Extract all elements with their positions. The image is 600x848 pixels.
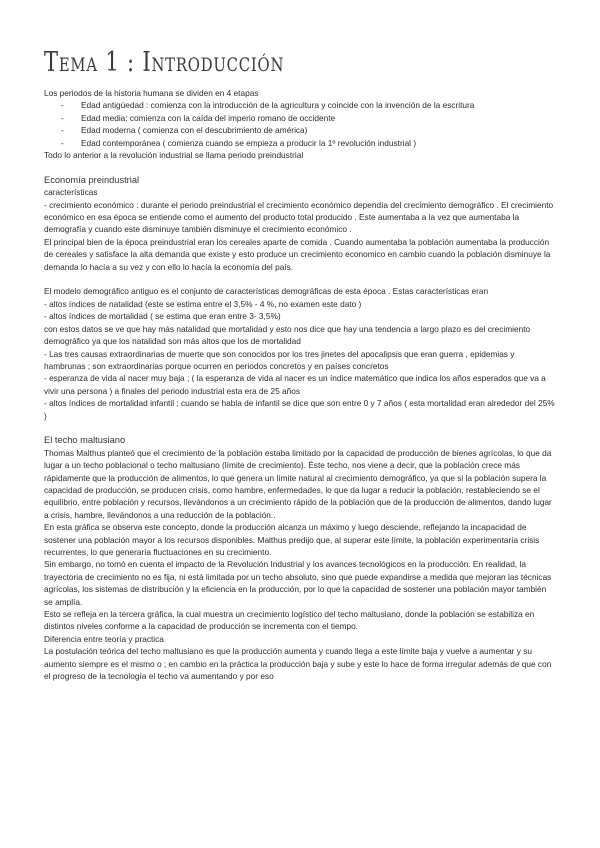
list-dash: - [61,137,64,148]
periods-list [44,99,556,149]
list-item [44,99,556,111]
period-text: Edad contemporánea ( comienza cuando se empieza a producir la 1º revolución industrial ) [81,137,417,148]
spacer [44,161,556,173]
list-dash: - [61,100,64,111]
paragraph: Esto se refleja en la tercera gráfica, la cual muestra un crecimiento logístico del techo maltusiano, donde la población se estabiliza en distintos niveles conforme a la capacidad de producción se incrementa con el tiempo. [44,609,535,632]
paragraph: - Las tres causas extraordinarias de muerte que son conocidos por los tres jinetes del apocalipsis que eran guerra , epidemias y hambrunas ; son extraordinarias porque ocurren en periodos concretos y en países concretos [44,348,515,371]
paragraph: - altos índices de mortalidad ( se estima que eran entre 3- 3,5%) [44,311,281,322]
list-item [44,112,556,124]
paragraph: El modelo demográfico antiguo es el conjunto de características demográficas de esta época . Estas características eran [44,286,489,297]
document-body [44,87,556,682]
list-item [44,124,556,136]
list-dash: - [61,125,64,136]
section-subheading: Diferencia entre teoría y practica [44,633,164,644]
paragraph: - esperanza de vida al nacer muy baja ; ( la esperanza de vida al nacer es un índice matemático que indica los años esperados que va a vivir una persona ) a finales del periodo industrial esta era de 25 años [44,373,546,396]
intro-text: Los periodos de la historia humana se dividen en 4 etapas [44,88,259,98]
section-subheading: características [44,187,98,198]
paragraph: El principal bien de la época preindustrial eran los cereales aparte de comida . Cuando aumentaba la población aumentaba la producción de cereales y satisface la alta demanda que existe y esto produce un crecimiento economico en cambio cuando la población disminuye la demanda lo hacía a su vez y con ello lo hacía la economía del país. [44,236,551,272]
section-heading-techo: El techo maltusiano [44,435,126,446]
paragraph: - crecimiento económico : durante el periodo preindustrial el crecimiento económico dependía del crecimiento demográfico . El crecimiento económico en esa época se entiende como el aumento del producto total producido . Este aumentaba a la vez que aumentaba la demografía y cuando este disminuye también disminuye el crecimiento económico . [44,199,554,235]
paragraph: Sin embargo, no tomó en cuenta el impacto de la Revolución Industrial y los avances tecnológicos en la producción. En realidad, la trayectoria de crecimiento no es fija, ni está limitada por un techo absoluto, sino que puede expandirse a medida que mejoran las técnicas agrícolas, los sistemas de distribución y la eficiencia en la producción, por lo que la capacidad de sostener una población mayor también se amplía. [44,559,552,607]
page-title: Tema 1 : Introducción [44,47,285,78]
paragraph: con estos datos se ve que hay más natalidad que mortalidad y esto nos dice que hay una tendencia a largo plazo es del crecimiento demográfico ya que los natalidad son más altos que los de mortalidad [44,323,531,347]
section-heading-economia: Economía preindustrial [44,174,140,185]
intro-closing: Todo lo anterior a la revolución industrial se llama periodo preindustrial [44,150,304,161]
spacer [44,422,556,434]
period-text: Edad antigüedad : comienza con la introducción de la agricultura y coincide con la invención de la escritura [81,100,475,111]
period-text: Edad media: comienza con la caída del imperio romano de occidente [81,112,336,123]
spacer [44,273,556,285]
list-dash: - [61,112,64,123]
list-item [44,137,556,149]
paragraph: En esta gráfica se observa este concepto, donde la producción alcanza un máximo y luego desciende, reflejando la incapacidad de sostener una población mayor a los recursos disponibles. Malthus predijo que, al superar este límite, la población experimentaría crisis recurrentes, lo que generaría fluctuaciones en su crecimiento. [44,522,540,557]
paragraph: - altos índices de natalidad (este se estima entre el 3,5% - 4 %, no examen este dato ) [44,298,362,309]
paragraph: La postulación teórica del techo maltusiano es que la producción aumenta y cuando llega a este límite baja y vuelve a aumentar y su aumento siempre es el mismo o ; en cambio en la práctica la producción baja y sube y este lo hace de forma irregular además de que con el progreso de la tecnología el techo va aumentando y por eso [44,646,552,682]
paragraph: - altos índices de mortalidad infantil ; cuando se habla de infantil se dice que son entre 0 y 7 años ( esta mortalidad eran alrededor del 25% ) [44,398,555,421]
paragraph: Thomas Malthus planteó que el crecimiento de la población estaba limitado por la capacidad de producción de bienes agrícolas, lo que da lugar a un techo poblacional o techo maltusiano (límite de crecimiento). Éste techo, nos viene a decir, que la población crece más rápidamente que la producción de alimentos, lo que genera un límite natural al crecimiento demográfico, ya que si la población supera la capacidad de producción, se producen crisis, como hambre, enfermedades, lo que da lugar a reducir la población, restableciendo se el equilibrio, entre población y recursos, llevándonos a un crecimiento rápido de la población que de la producción de alimentos, dando lugar a crisis, hambre, llevándonos a una reducción de la población.. [44,447,552,520]
period-text: Edad moderna ( comienza con el descubrimiento de américa) [81,125,308,136]
